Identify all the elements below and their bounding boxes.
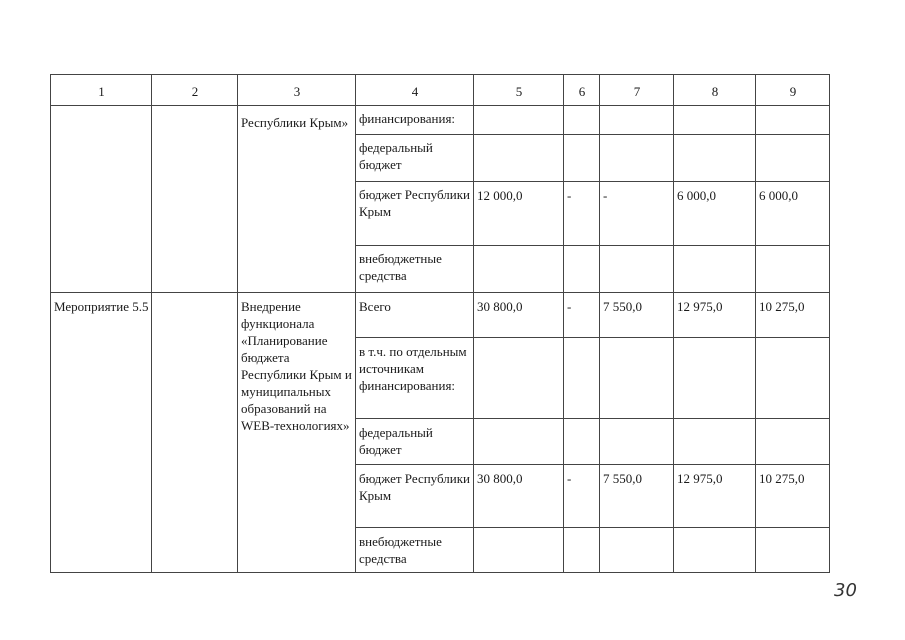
table-row <box>51 106 830 135</box>
value-cell <box>674 246 756 293</box>
source-label: внебюджетные средства <box>356 246 474 293</box>
source-label: федеральный бюджет <box>356 419 474 465</box>
executor-cell <box>152 293 238 573</box>
value-cell <box>564 419 600 465</box>
value-cell <box>474 528 564 573</box>
budget-table <box>50 74 830 573</box>
value-cell <box>756 106 830 135</box>
value-cell <box>474 135 564 182</box>
value-cell: 12 000,0 <box>474 182 564 246</box>
value-cell <box>474 419 564 465</box>
value-cell: 30 800,0 <box>474 465 564 528</box>
activity-description: Внедрение функционала «Планирование бюджета Республики Крым и муниципальных образований на WEB-технологиях» <box>238 293 356 573</box>
value-cell <box>756 246 830 293</box>
value-cell: - <box>600 182 674 246</box>
source-label: внебюджетные средства <box>356 528 474 573</box>
source-label: федеральный бюджет <box>356 135 474 182</box>
value-cell: 12 975,0 <box>674 293 756 338</box>
value-cell <box>756 338 830 419</box>
value-cell: 30 800,0 <box>474 293 564 338</box>
value-cell: 6 000,0 <box>756 182 830 246</box>
value-cell <box>600 528 674 573</box>
value-cell <box>564 338 600 419</box>
header-cell: 1 <box>51 75 152 106</box>
value-cell <box>564 106 600 135</box>
value-cell: 7 550,0 <box>600 465 674 528</box>
value-cell <box>756 528 830 573</box>
value-cell <box>474 338 564 419</box>
page-number: 30 <box>834 580 857 601</box>
header-cell: 4 <box>356 75 474 106</box>
value-cell <box>674 419 756 465</box>
header-cell: 8 <box>674 75 756 106</box>
source-label: Всего <box>356 293 474 338</box>
source-label: в т.ч. по отдельным источникам финансирования: <box>356 338 474 419</box>
value-cell: 10 275,0 <box>756 293 830 338</box>
header-cell: 3 <box>238 75 356 106</box>
value-cell <box>674 106 756 135</box>
value-cell <box>564 528 600 573</box>
activity-description: Республики Крым» <box>238 106 356 293</box>
value-cell: 6 000,0 <box>674 182 756 246</box>
value-cell: 10 275,0 <box>756 465 830 528</box>
table-row <box>51 293 830 338</box>
value-cell <box>600 106 674 135</box>
value-cell <box>674 528 756 573</box>
table-header-row <box>51 75 830 106</box>
value-cell <box>600 419 674 465</box>
activity-cell: Мероприятие 5.5 <box>51 293 152 573</box>
value-cell <box>474 246 564 293</box>
header-cell: 2 <box>152 75 238 106</box>
value-cell: 7 550,0 <box>600 293 674 338</box>
value-cell: 12 975,0 <box>674 465 756 528</box>
source-label: бюджет Республики Крым <box>356 465 474 528</box>
value-cell <box>474 106 564 135</box>
value-cell: - <box>564 293 600 338</box>
value-cell <box>564 135 600 182</box>
executor-cell <box>152 106 238 293</box>
value-cell: - <box>564 465 600 528</box>
value-cell <box>600 338 674 419</box>
header-cell: 6 <box>564 75 600 106</box>
value-cell <box>674 135 756 182</box>
value-cell: - <box>564 182 600 246</box>
header-cell: 7 <box>600 75 674 106</box>
source-label: финансирования: <box>356 106 474 135</box>
activity-cell <box>51 106 152 293</box>
header-cell: 9 <box>756 75 830 106</box>
source-label: бюджет Республики Крым <box>356 182 474 246</box>
value-cell <box>756 419 830 465</box>
value-cell <box>600 246 674 293</box>
header-cell: 5 <box>474 75 564 106</box>
value-cell <box>756 135 830 182</box>
value-cell <box>674 338 756 419</box>
value-cell <box>600 135 674 182</box>
value-cell <box>564 246 600 293</box>
